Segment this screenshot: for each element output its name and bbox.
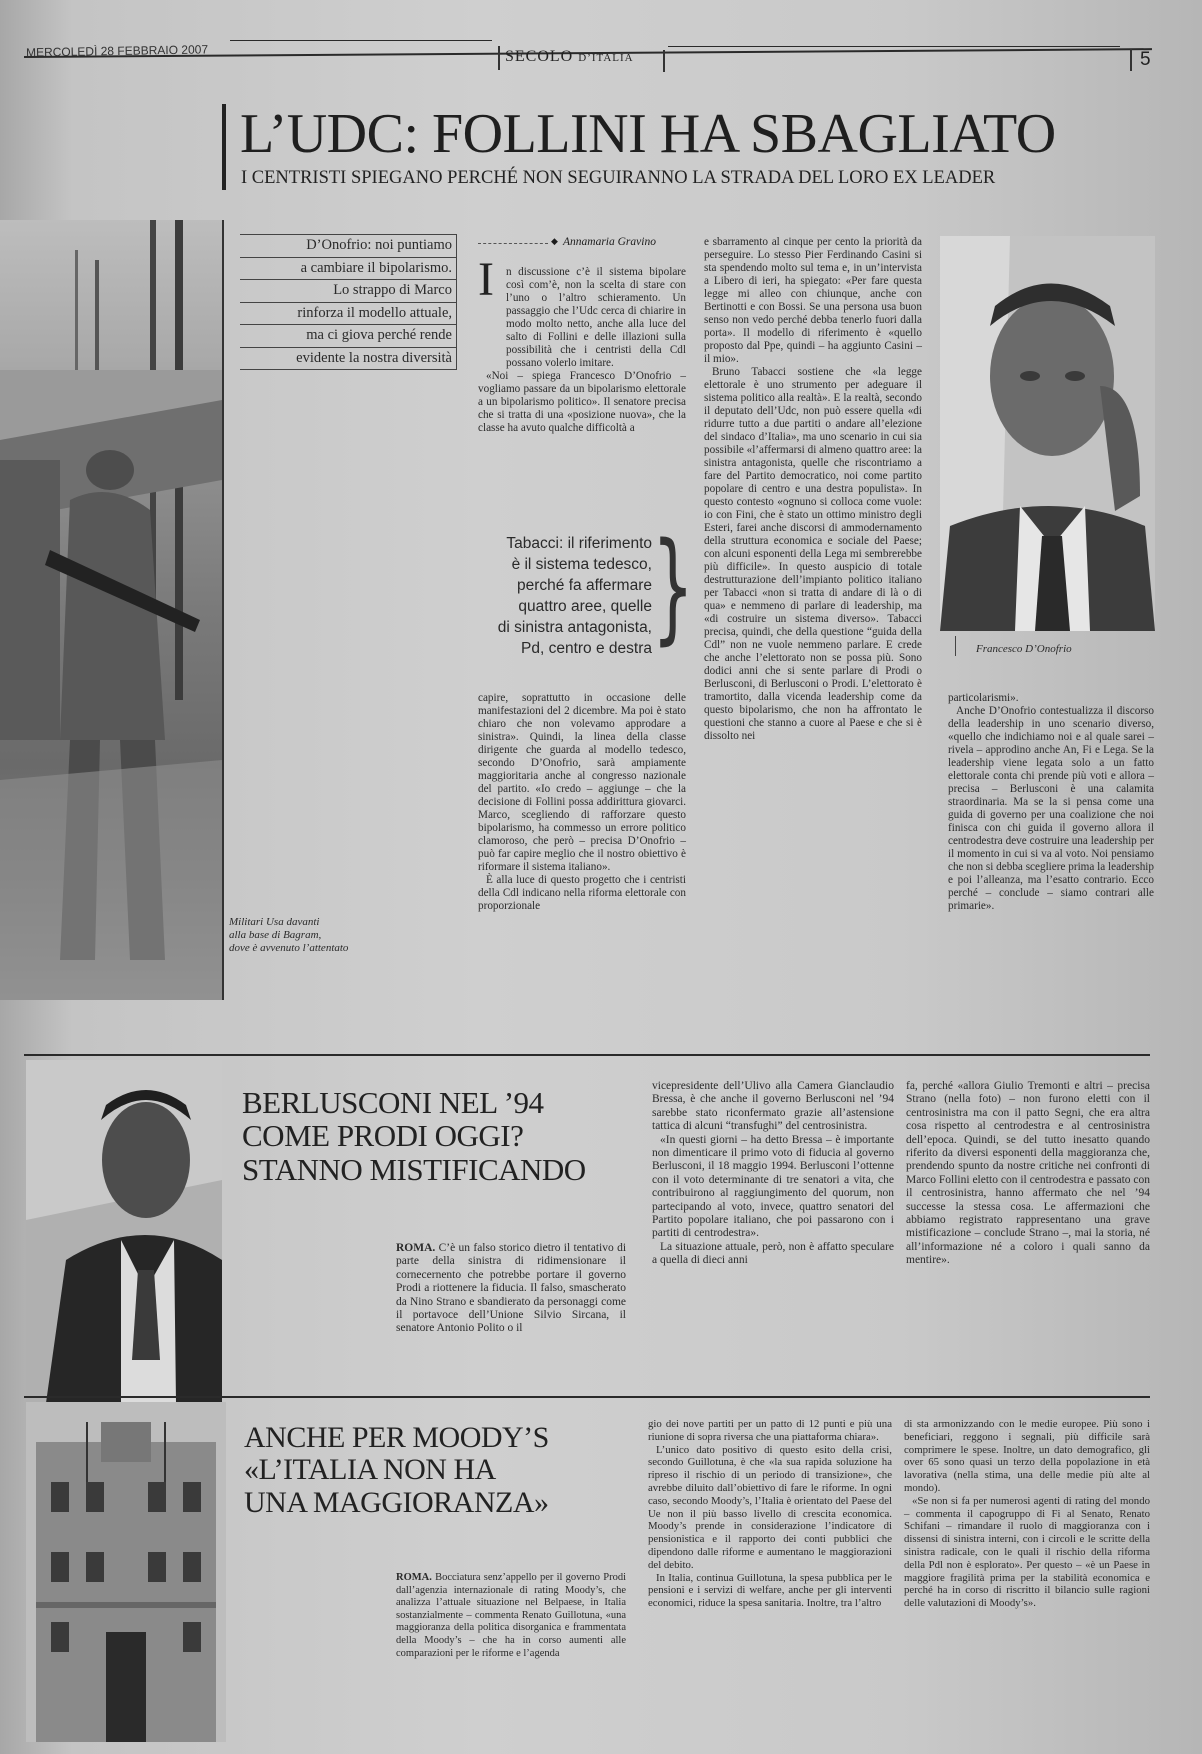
- tabacci-line: di sinistra antagonista,: [497, 619, 652, 636]
- article2-title: [242, 1086, 586, 1186]
- paragraph: «In questi giorni – ha detto Bressa – è importante non dimenticare il primo voto di fiducia al governo Berlusconi, il 18 maggio 1994. Berlusconi l’ottenne con il voto determinante di tre senatori a vita, che contribuirono al raggiungimento del quorum, non partecipando al voto, invece, quattro senatori del Partito popolare italiano, che poi passarono con i partiti di centrodestra».: [652, 1133, 894, 1240]
- paragraph: vicepresidente dell’Ulivo alla Camera Gianclaudio Bressa, è che anche il governo Berlusconi nel ’94 sarebbe stato riconfermato grazie all’astensione tattica di alcuni “transfughi” del centrosinistra.: [652, 1080, 894, 1133]
- byline-diamond-icon: ◆: [551, 237, 558, 247]
- article2-col2: [652, 1080, 894, 1268]
- title-line: ANCHE PER MOODY’S: [244, 1421, 549, 1454]
- paragraph: È alla luce di questo progetto che i centristi della Cdl indicano nella riforma elettorale con proporzionale: [478, 874, 686, 912]
- donofrio-photo-caption: Francesco D’Onofrio: [976, 643, 1072, 655]
- byline: Annamaria Gravino: [563, 236, 656, 248]
- article3-top-rule: [24, 1396, 1150, 1398]
- pullquote-line: ma ci giova perché rende: [240, 325, 456, 348]
- article1-col3: [948, 692, 1154, 913]
- pullquote-line: evidente la nostra diversità: [240, 348, 456, 371]
- article1-col2: [704, 236, 922, 743]
- tabacci-line: perché fa affermare: [517, 577, 652, 594]
- paragraph: La situazione attuale, però, non è affatto speculare a quella di dieci anni: [652, 1240, 894, 1267]
- pullquote-side-rule: [456, 234, 457, 370]
- paragraph: Anche D’Onofrio contestualizza il discorso della leadership in uno scenario diverso, «quello che indichiamo noi e al quale sarei – rivela – approdino anche An, Fi e Lega. Se la leadership viene legata solo a un fatto elettorale conta chi prende più voti e allora – precisa – Berlusconi è una calamita straordinaria. Ma se la si pensa come una guida di governo per una coalizione che noi finisca con chi guida il governo allora il centrodestra deve costruire una leadership per il momento in cui si va al voto. Noi pensiamo che non si debba scegliere prima la leadership e poi l’alleanza, ma l’esatto contrario. Ecco perché – conclude – siamo contrari alle primarie».: [948, 705, 1154, 912]
- donofrio-photo-art: [940, 236, 1155, 631]
- article3-col2: [648, 1418, 892, 1610]
- drop-cap: I: [478, 253, 494, 306]
- military-photo-caption: [229, 916, 348, 955]
- caption-line: dove è avvenuto l’attentato: [229, 942, 349, 954]
- tabacci-line: Tabacci: il riferimento: [506, 535, 652, 552]
- article2-col3: [906, 1080, 1150, 1268]
- palazzo-photo-art: [26, 1402, 226, 1742]
- caption-line: alla base di Bagram,: [229, 929, 322, 941]
- paragraph: In Italia, continua Guillotuna, la spesa pubblica per le pensioni e i servizi di welfare, anche per gli interventi economici, riduce la spesa sanitaria. Inoltre, tra l’altro: [648, 1571, 892, 1610]
- masthead-bar-right: [663, 50, 665, 72]
- pullquote-line: a cambiare il bipolarismo.: [240, 258, 456, 281]
- pullquote-line: rinforza il modello attuale,: [240, 303, 456, 326]
- article3-col3: [904, 1418, 1150, 1610]
- military-photo-art: [0, 220, 222, 1000]
- masthead-bar-left: [498, 46, 500, 70]
- curly-brace-icon: }: [652, 518, 694, 657]
- paragraph: «Noi – spiega Francesco D’Onofrio – vogliamo passare da un bipolarismo elettorale a un bipolarismo politico». Il senatore precisa che si tratta di una «posizione nuova», che la classe ha avuto qualche difficoltà a: [478, 370, 686, 434]
- paragraph: Bruno Tabacci sostiene che «la legge elettorale è uno strumento per adeguare il sistema politico alla realtà». E la realtà, secondo il deputato dell’Udc, non può essere quella «di ridurre tutto a due partiti o andare all’elezione del sindaco d’Italia», ma uno scenario in cui sia possibile «l’affermarsi di almeno quattro aree: la sinistra antagonista, quelle che riscontriamo a fare del Partito democratico, noi come partito popolare di centro e una destra populista». In questo contesto «ognuno si colloca come vuole: io con Fini, che è stato un ottimo ministro degli Esteri, farei anche discorsi di ammodernamento della struttura economica e sociale del Paese; con alcuni esponenti della Lega mi sembrerebbe più difficile». In questo auspicio di totale destrutturazione dell’impianto politico italiano per Tabacci «non si tratta di andare di là o di qua» e nemmeno di parlare di leadership, ma «di costruire un sistema diverso». Tabacci precisa, quindi, che della questione “guida della Cdl” non ne vuole nemmeno parlare. E crede che anche l’elettorato non se possa più. Sono dodici anni che si sente parlare di Prodi o Berlusconi, di Berlusconi o Prodi. L’elettorato è tramortito, dalla vicenda leadership come da questo bipolarismo, che non ha affrontato le questioni che stanno a cuore al Paese e che si è dissolto nei: [704, 366, 922, 742]
- masthead: [505, 48, 634, 66]
- article3-title: [244, 1422, 549, 1519]
- tabacci-line: è il sistema tedesco,: [511, 556, 652, 573]
- dateline: ROMA.: [396, 1242, 436, 1254]
- tabacci-line: Pd, centro e destra: [521, 640, 652, 657]
- paragraph: gio dei nove partiti per un patto di 12 punti e più una riunione di sopra riversa che una piattaforma chiara».: [648, 1418, 892, 1443]
- photo-caption-rule: [955, 636, 956, 656]
- paragraph: capire, soprattutto in occasione delle manifestazioni del 2 dicembre. Ma poi è stato chiaro che non volevamo approdare a sinistra». Quindi, la linea della classe dirigente che guarda al modello tedesco, secondo D’Onofrio, sarà ampiamente maggioritaria anche al congresso nazionale del partito. «Io credo – aggiunge – che la decisione di Follini possa addirittura giovarci. Marco, scegliendo di rafforzare questo bipolarismo, ha commesso un errore politico clamoroso, che però – precisa D’Onofrio – può far capire meglio che il nostro obiettivo è riformare il sistema italiano».: [478, 692, 686, 873]
- header-date: MERCOLEDÌ 28 FEBBRAIO 2007: [25, 42, 209, 60]
- article1-col1-top: [478, 266, 686, 435]
- paragraph: L’unico dato positivo di questo esito della crisi, secondo Guillotuna, è che «la sua rapida soluzione ha ripreso il rischio di un periodo di transizione», che avrebbe diluito dall’obiettivo di fare le riforme. In ogni caso, secondo Moody’s, l’Italia è orientato del Paese del Ue non il più basso livello di crescita economica. Moody’s prende in considerazione l’indicatore di pensionistica e il rapporto dei conti pubblici che dipendono dalle riforme e aumentano le maggiorazioni del debito.: [648, 1443, 892, 1571]
- article2-col1: [396, 1242, 626, 1336]
- byline-rule: [478, 243, 548, 244]
- dateline: ROMA.: [396, 1572, 432, 1583]
- tabacci-line: quattro aree, quelle: [518, 598, 652, 615]
- header-rule-top: [230, 40, 492, 41]
- header-rule-top-right: [668, 46, 1120, 47]
- paragraph: e sbarramento al cinque per cento la priorità da perseguire. Lo stesso Pier Ferdinando Casini si sta spendendo molto sul tema e, in un’intervista a Libero di ieri, ha spiegato: «Per fare questa legge mi alleo con chiunque, anche con Bertinotti e con Bossi. Se una persona usa buon senso non vedo perché debba tenerlo fuori dalla porta». Il modello di riferimento è «quello proposto dal Ppe, quindi – ha aggiunto Casini – il mio».: [704, 236, 922, 365]
- paragraph: n discussione c’è il sistema bipolare così com’è, non la scelta di stare con l’uno o l’altro schieramento. Un passaggio che l’Udc cerca di chiarire in modo molto netto, anche alla luce del salto di Follini e delle illazioni sulla possibilità che i centristi della Cdl possano volerlo imitare.: [506, 266, 686, 369]
- pullquote-line: Lo strappo di Marco: [240, 280, 456, 303]
- masthead-subtitle: D’ITALIA: [578, 52, 634, 64]
- title-line: COME PRODI OGGI?: [242, 1118, 524, 1154]
- strano-photo: [26, 1060, 222, 1403]
- article1-subtitle: I CENTRISTI SPIEGANO PERCHÉ NON SEGUIRANNO LA STRADA DEL LORO EX LEADER: [241, 168, 996, 188]
- strano-photo-art: [26, 1060, 222, 1403]
- photo-divider: [222, 220, 224, 1000]
- paragraph: «Se non si fa per numerosi agenti di rating del mondo – commenta il capogruppo di Fi al Senato, Renato Schifani – rimandare il ruolo di maggioranza con i dissensi di sinistra interni, con i circoli e le scritte della sinistra radicale, con le quali il rischio della riforma della Pdl non è esplorato». Per questo – «è un Paese in maggiore fragilità prima per la stabilità economica e perché ha in corso di riscritto il bilancio sulle ragioni delle valutazioni di Moody’s».: [904, 1494, 1150, 1610]
- tabacci-quote: [460, 533, 652, 659]
- article1-title: L’UDC: FOLLINI HA SBAGLIATO: [240, 103, 1056, 165]
- paragraph: fa, perché «allora Giulio Tremonti e altri – precisa Strano (nella foto) – non furono eletti con il centrosinistra ma con il patto Segni, che era altra cosa rispetto al centrodestra e al centrosinistra dell’epoca. Quindi, se del tutto inesatto quando riferito da diversi esponenti della maggioranza che, prendendo spunto da nostre critiche nei confronti di Marco Follini eletto con il centrodestra e passato con il centrosinistra, hanno affermato che nel ’94 successe la stessa cosa. Le affermazioni che abbiamo registrato rappresentano una grave mistificazione – conclude Strano –, mai la storia, né all’informazione né a coloro i quali sanno da mentire».: [906, 1080, 1150, 1267]
- military-photo: [0, 220, 222, 1000]
- paragraph: Bocciatura senz’appello per il governo Prodi dall’agenzia internazionale di rating Moody’s, che analizza l’attuale situazione nel Belpaese, in Italia sostanzialmente – commenta Renato Guillotuna, «una maggioranza della politica disorganica e frammentata della Moody’s – che ha in corso aumenti alle comparazioni per le riforme e l’agenda: [396, 1572, 627, 1659]
- pullquote-line: D’Onofrio: noi puntiamo: [240, 234, 456, 258]
- title-line: BERLUSCONI NEL ’94: [242, 1085, 544, 1120]
- caption-line: Militari Usa davanti: [229, 916, 320, 928]
- paragraph: C’è un falso storico dietro il tentativo di parte della sinistra di ridimensionare il cornecernento che potrebbe portare il governo Prodi a riottenere la fiducia. Il falso, smascherato da Nino Strano e sbandierato da personaggi come il portavoce dell’Unione Silvio Sircana, il senatore Antonio Polito o il: [396, 1242, 627, 1335]
- article2-top-rule: [24, 1054, 1150, 1056]
- title-line: STANNO MISTIFICANDO: [242, 1151, 586, 1187]
- title-line: UNA MAGGIORANZA»: [244, 1485, 549, 1519]
- page-number: 5: [1130, 49, 1151, 71]
- donofrio-pullquote: [240, 234, 456, 370]
- masthead-title: SECOLO: [505, 48, 574, 65]
- article1-col1-bottom: [478, 692, 686, 913]
- palazzo-photo: [26, 1402, 226, 1742]
- article1-title-bar: [222, 104, 226, 190]
- paragraph: di sta armonizzando con le medie europee. Più sono i beneficiari, reggono i segnali, più difficile sarà comprimere le spese. Inoltre, un dato demografico, gli over 65 sono quasi un terzo della popolazione in età lavorativa (nella stima, una delle medie più alte al mondo).: [904, 1418, 1150, 1494]
- paragraph: particolarismi».: [948, 692, 1019, 704]
- donofrio-photo: [940, 236, 1155, 631]
- article3-col1: [396, 1572, 626, 1660]
- title-line: «L’ITALIA NON HA: [244, 1453, 496, 1487]
